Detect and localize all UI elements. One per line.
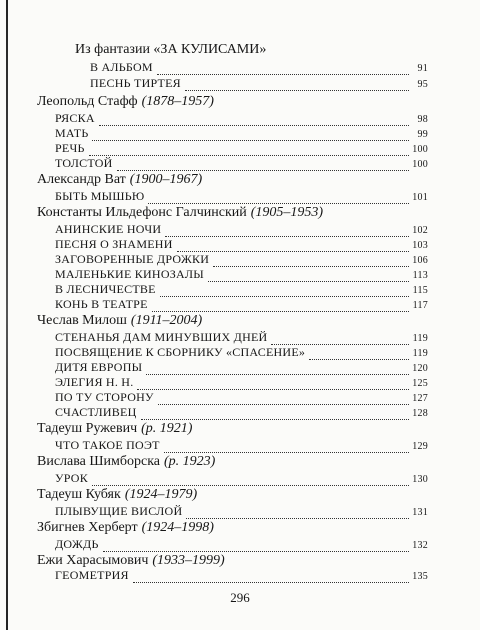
dot-leader — [92, 485, 409, 486]
entry-title: РЯСКА — [55, 111, 95, 125]
entry-title: МАЛЕНЬКИЕ КИНОЗАЛЫ — [55, 267, 204, 281]
entry-page: 106 — [412, 255, 428, 266]
author-dates: (1905–1953) — [250, 205, 324, 220]
entry-title: ТОЛСТОЙ — [55, 156, 113, 170]
author-dates: (1878–1957) — [141, 94, 214, 109]
entry-page: 128 — [412, 408, 428, 419]
dot-leader — [164, 452, 409, 453]
dot-leader — [117, 170, 409, 171]
entry-title: ПЕСНЬ ТИРТЕЯ — [90, 76, 181, 90]
author-name: Збигнев Херберт — [37, 520, 138, 535]
entry-title: ДИТЯ ЕВРОПЫ — [55, 360, 143, 374]
author-name: Леопольд Стафф — [37, 94, 138, 109]
entry-title: СЧАСТЛИВЕЦ — [55, 405, 137, 419]
entry-title: ПОСВЯЩЕНИЕ К СБОРНИКУ «СПАСЕНИЕ» — [55, 345, 306, 359]
entry-page: 91 — [417, 63, 428, 74]
entry-title: ПО ТУ СТОРОНУ — [55, 390, 154, 404]
entry-page: 130 — [412, 474, 428, 485]
author-heading — [37, 205, 420, 223]
entry-page: 120 — [412, 363, 428, 374]
entry-title: ЗАГОВОРЕННЫЕ ДРОЖКИ — [55, 252, 210, 266]
dot-leader — [152, 311, 409, 312]
entry-title: ЧТО ТАКОЕ ПОЭТ — [55, 438, 160, 452]
dot-leader — [186, 518, 409, 519]
author-name: Константы Ильдефонс Галчинский — [37, 205, 247, 220]
author-name: Тадеуш Ружевич — [37, 421, 138, 436]
author-dates: (1924–1979) — [124, 487, 198, 502]
author-name: Вислава Шимборска — [37, 454, 160, 469]
entry-page: 99 — [417, 129, 428, 140]
author-heading — [37, 421, 420, 439]
entry-title: В АЛЬБОМ — [90, 60, 153, 74]
entry-title: МАТЬ — [55, 126, 89, 140]
dot-leader — [103, 551, 409, 552]
entry-title: ДОЖДЬ — [55, 537, 99, 551]
author-name: Из фантазии «ЗА КУЛИСАМИ» — [75, 42, 267, 57]
author-name: Александр Ват — [37, 172, 126, 187]
entry-title: КОНЬ В ТЕАТРЕ — [55, 297, 148, 311]
entry-title: БЫТЬ МЫШЬЮ — [55, 189, 145, 203]
author-dates: (1933–1999) — [152, 553, 225, 568]
entry-title: АНИНСКИЕ НОЧИ — [55, 222, 162, 236]
entry-page: 101 — [412, 192, 428, 203]
dot-leader — [141, 419, 409, 420]
entry-page: 102 — [412, 225, 428, 236]
author-heading — [37, 313, 420, 331]
author-dates: (р. 1921) — [141, 421, 193, 436]
dot-leader — [133, 582, 409, 583]
author-heading — [37, 520, 420, 538]
entry-title: УРОК — [55, 471, 88, 485]
entry-page: 119 — [412, 333, 428, 344]
toc-entry — [90, 76, 428, 94]
page-number: 296 — [230, 590, 250, 605]
author-dates: (р. 1923) — [164, 454, 216, 469]
author-heading — [37, 454, 420, 472]
entry-page: 117 — [412, 300, 428, 311]
entry-page: 113 — [412, 270, 428, 281]
entry-page: 125 — [412, 378, 428, 389]
entry-title: СТЕНАНЬЯ ДАМ МИНУВШИХ ДНЕЙ — [55, 330, 268, 344]
author-dates: (1911–2004) — [130, 313, 203, 328]
author-heading — [37, 94, 420, 112]
author-dates: (1900–1967) — [129, 172, 203, 187]
author-name: Тадеуш Кубяк — [37, 487, 121, 502]
entry-page: 129 — [412, 441, 428, 452]
entry-page: 95 — [417, 79, 428, 90]
entry-page: 127 — [412, 393, 428, 404]
author-name: Чеслав Милош — [37, 313, 127, 328]
author-dates: (1924–1998) — [141, 520, 214, 535]
dot-leader — [157, 74, 409, 75]
entry-page: 98 — [417, 114, 428, 125]
author-name: Ежи Харасымович — [37, 553, 149, 568]
entry-title: РЕЧЬ — [55, 141, 85, 155]
author-heading — [37, 172, 420, 190]
entry-page: 119 — [412, 348, 428, 359]
author-heading — [75, 42, 420, 60]
entry-page: 115 — [412, 285, 428, 296]
entry-page: 135 — [412, 571, 428, 582]
entry-title: ГЕОМЕТРИЯ — [55, 568, 129, 582]
entry-title: ПЕСНЯ О ЗНАМЕНИ — [55, 237, 173, 251]
entry-page: 131 — [412, 507, 428, 518]
entry-page: 103 — [412, 240, 428, 251]
entry-page: 100 — [412, 159, 428, 170]
entry-title: ЭЛЕГИЯ Н. Н. — [55, 375, 134, 389]
toc-entry — [55, 568, 428, 586]
dot-leader — [148, 203, 409, 204]
dot-leader — [185, 90, 409, 91]
entry-title: В ЛЕСНИЧЕСТВЕ — [55, 282, 156, 296]
entry-page: 132 — [412, 540, 428, 551]
entry-title: ПЛЫВУЩИЕ ВИСЛОЙ — [55, 504, 183, 518]
author-heading — [37, 487, 420, 505]
entry-page: 100 — [412, 144, 428, 155]
